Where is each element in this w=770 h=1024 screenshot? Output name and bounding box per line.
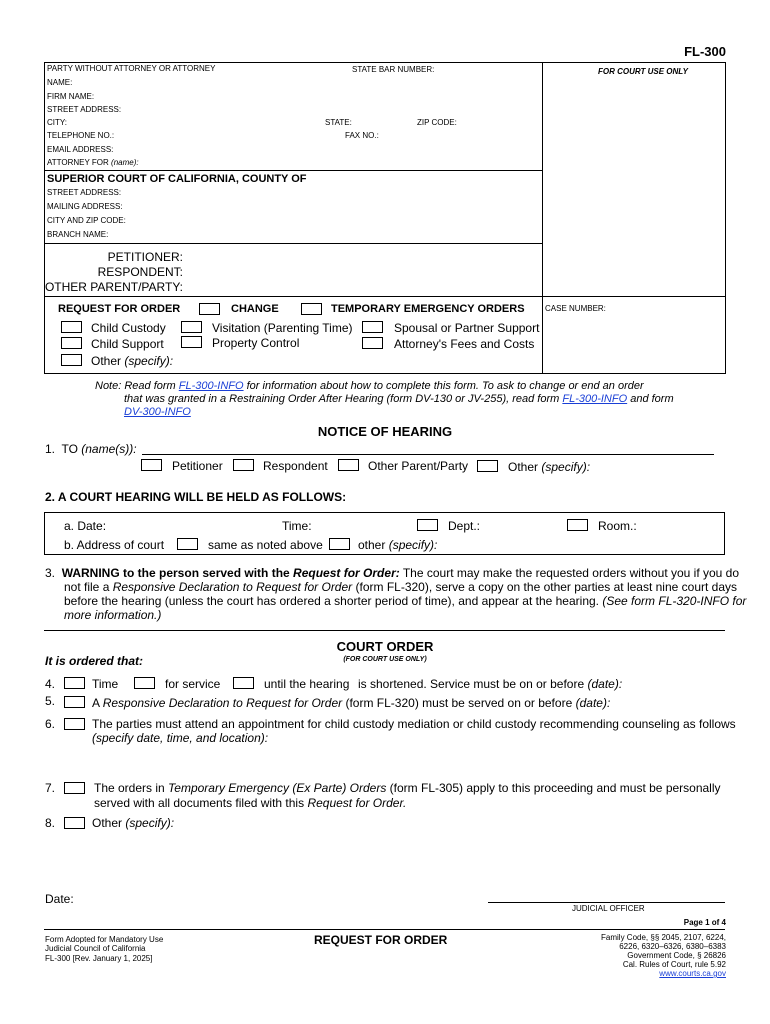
item5-checkbox[interactable] xyxy=(64,696,85,708)
item7-num: 7. xyxy=(45,781,56,795)
item8-num: 8. xyxy=(45,816,56,830)
address-label: b. Address of court xyxy=(64,538,165,552)
child-custody-checkbox[interactable] xyxy=(61,321,82,333)
telephone-label: TELEPHONE NO.: xyxy=(47,131,115,140)
court-order-subtitle: (FOR COURT USE ONLY) xyxy=(343,656,427,663)
other-parent-label: OTHER PARENT/PARTY: xyxy=(44,280,183,294)
visitation-checkbox[interactable] xyxy=(181,321,202,333)
party-label: PARTY WITHOUT ATTORNEY OR ATTORNEY xyxy=(47,64,216,73)
warning-line-1: 3. WARNING to the person served with the Request for Order: The court may make the requested orders without you if you do xyxy=(45,566,740,580)
spousal-label: Spousal or Partner Support xyxy=(394,321,540,335)
footer-right-3: Government Code, § 26826 xyxy=(627,951,726,960)
notice-other-parent-label: Other Parent/Party xyxy=(368,459,469,473)
spousal-checkbox[interactable] xyxy=(362,321,383,333)
item6-label: The parties must attend an appointment for child custody mediation or child custody recommending counseling as follows xyxy=(92,717,736,731)
footer-right-2: 6226, 6320–6326, 6380–6383 xyxy=(619,942,726,951)
shortened-label: is shortened. Service must be on or before (date): xyxy=(358,677,623,691)
footer-left-2: Judicial Council of California xyxy=(45,944,146,953)
dept-label: Dept.: xyxy=(448,519,481,533)
child-support-checkbox[interactable] xyxy=(61,337,82,349)
notice-other-label: Other (specify): xyxy=(508,460,591,474)
request-section-line xyxy=(44,373,725,374)
until-hearing-label: until the hearing xyxy=(264,677,350,691)
notice-petitioner-checkbox[interactable] xyxy=(141,459,162,471)
for-service-checkbox[interactable] xyxy=(134,677,155,689)
city-zip-label: CITY AND ZIP CODE: xyxy=(47,216,126,225)
note-line-1: Note: Read form FL-300-INFO for information about how to complete this form. To ask to change or end an order xyxy=(95,380,644,392)
name-label: NAME: xyxy=(47,78,73,87)
zip-label: ZIP CODE: xyxy=(417,118,457,127)
item6-checkbox[interactable] xyxy=(64,718,85,730)
warning-line-2: not file a Responsive Declaration to Request for Order (form FL-320), serve a copy on the other parties at least nine court days xyxy=(64,580,738,594)
party-section-line xyxy=(44,243,542,244)
court-order-divider xyxy=(44,630,725,631)
court-order-title: COURT ORDER xyxy=(336,639,434,654)
footer-right-1: Family Code, §§ 2045, 2107, 6224, xyxy=(601,933,726,942)
request-title: REQUEST FOR ORDER xyxy=(58,303,181,315)
temporary-checkbox[interactable] xyxy=(301,303,322,315)
request-left-line xyxy=(44,296,45,373)
item7-checkbox[interactable] xyxy=(64,782,85,794)
state-label: STATE: xyxy=(325,118,352,127)
fl-300-info-link-2[interactable]: FL-300-INFO xyxy=(562,393,628,405)
property-checkbox[interactable] xyxy=(181,336,202,348)
street-label: STREET ADDRESS: xyxy=(47,105,122,114)
footer-right-4: Cal. Rules of Court, rule 5.92 xyxy=(622,960,726,969)
header-top-line xyxy=(44,62,725,63)
dept-checkbox[interactable] xyxy=(417,519,438,531)
child-custody-label: Child Custody xyxy=(91,321,166,335)
mailing-label: MAILING ADDRESS: xyxy=(47,202,123,211)
until-hearing-checkbox[interactable] xyxy=(233,677,254,689)
case-section-line xyxy=(44,296,725,297)
temporary-label: TEMPORARY EMERGENCY ORDERS xyxy=(331,303,525,315)
header-right-line xyxy=(725,62,726,374)
other-address-label: other (specify): xyxy=(358,538,438,552)
same-address-checkbox[interactable] xyxy=(177,538,198,550)
change-label: CHANGE xyxy=(231,303,279,315)
footer-left-1: Form Adopted for Mandatory Use xyxy=(45,935,164,944)
page-number: Page 1 of 4 xyxy=(683,918,726,927)
ordered-label: It is ordered that: xyxy=(45,654,144,668)
for-service-label: for service xyxy=(165,677,221,691)
notice-respondent-label: Respondent xyxy=(263,459,328,473)
item7-line-1: The orders in Temporary Emergency (Ex Parte) Orders (form FL-305) apply to this proceeding and must be personally xyxy=(94,781,721,795)
item8-label: Other (specify): xyxy=(92,816,175,830)
footer-left-3: FL-300 [Rev. January 1, 2025] xyxy=(45,954,153,963)
item4-num: 4. xyxy=(45,677,56,691)
case-number-label: CASE NUMBER: xyxy=(545,304,606,313)
branch-label: BRANCH NAME: xyxy=(47,230,109,239)
attorney-fees-checkbox[interactable] xyxy=(362,337,383,349)
child-support-label: Child Support xyxy=(91,337,164,351)
change-checkbox[interactable] xyxy=(199,303,220,315)
other-request-checkbox[interactable] xyxy=(61,354,82,366)
warning-line-4: more information.) xyxy=(64,608,162,622)
court-street-label: STREET ADDRESS: xyxy=(47,188,122,197)
item1-label: 1. TO (name(s)): xyxy=(45,442,137,456)
city-label: CITY: xyxy=(47,118,68,127)
footer-line xyxy=(44,929,725,930)
fax-label: FAX NO.: xyxy=(345,131,379,140)
footer-title: REQUEST FOR ORDER xyxy=(314,933,448,947)
judicial-signature-line xyxy=(488,902,725,903)
email-label: EMAIL ADDRESS: xyxy=(47,145,114,154)
other-address-checkbox[interactable] xyxy=(329,538,350,550)
court-section-line xyxy=(44,170,542,171)
item5-num: 5. xyxy=(45,694,56,708)
property-label: Property Control xyxy=(212,336,300,350)
header-divider-line xyxy=(542,62,543,374)
item7-line-2: served with all documents filed with this Request for Order. xyxy=(94,796,407,810)
item8-checkbox[interactable] xyxy=(64,817,85,829)
room-label: Room.: xyxy=(598,519,637,533)
notice-respondent-checkbox[interactable] xyxy=(233,459,254,471)
room-checkbox[interactable] xyxy=(567,519,588,531)
notice-other-parent-checkbox[interactable] xyxy=(338,459,359,471)
same-address-label: same as noted above xyxy=(208,538,323,552)
court-title: SUPERIOR COURT OF CALIFORNIA, COUNTY OF xyxy=(47,173,307,185)
notice-petitioner-label: Petitioner xyxy=(172,459,223,473)
respondent-label: RESPONDENT: xyxy=(97,265,183,279)
court-use-label: FOR COURT USE ONLY xyxy=(598,67,688,76)
judicial-officer-label: JUDICIAL OFFICER xyxy=(572,904,645,913)
other-request-label: Other (specify): xyxy=(91,354,174,368)
names-line xyxy=(142,454,714,455)
dv-300-info-link[interactable]: DV-300-INFO xyxy=(124,406,191,418)
petitioner-label: PETITIONER: xyxy=(107,250,183,264)
visitation-label: Visitation (Parenting Time) xyxy=(212,321,353,335)
note-line-2: that was granted in a Restraining Order After Hearing (form DV-130 or JV-255), read form FL-300-INFO and form xyxy=(124,393,674,405)
notice-title: NOTICE OF HEARING xyxy=(317,424,453,439)
time-label: Time: xyxy=(282,519,312,533)
courts-website-link[interactable]: www.courts.ca.gov xyxy=(659,969,726,978)
firm-label: FIRM NAME: xyxy=(47,92,95,101)
date-label: a. Date: xyxy=(64,519,107,533)
time-shortened-checkbox[interactable] xyxy=(64,677,85,689)
form-number: FL-300 xyxy=(684,44,726,59)
fl-300-info-link-1[interactable]: FL-300-INFO xyxy=(178,380,244,392)
notice-other-checkbox[interactable] xyxy=(477,460,498,472)
attorney-fees-label: Attorney's Fees and Costs xyxy=(394,337,535,351)
signature-date-label: Date: xyxy=(45,892,74,906)
note-line-3 xyxy=(124,406,191,418)
item2-label: 2. A COURT HEARING WILL BE HELD AS FOLLOWS: xyxy=(45,490,347,504)
item6-specify: (specify date, time, and location): xyxy=(92,731,269,745)
attorney-for-label: ATTORNEY FOR (name): xyxy=(47,158,139,167)
item6-num: 6. xyxy=(45,717,56,731)
state-bar-label: STATE BAR NUMBER: xyxy=(352,65,435,74)
item5-label: A Responsive Declaration to Request for Order (form FL-320) must be served on or before (date): xyxy=(92,696,611,710)
warning-line-3: before the hearing (unless the court has ordered a shorter period of time), and appear at the hearing. (See form FL-320-INFO for xyxy=(64,594,747,608)
time-shortened-label: Time xyxy=(92,677,119,691)
